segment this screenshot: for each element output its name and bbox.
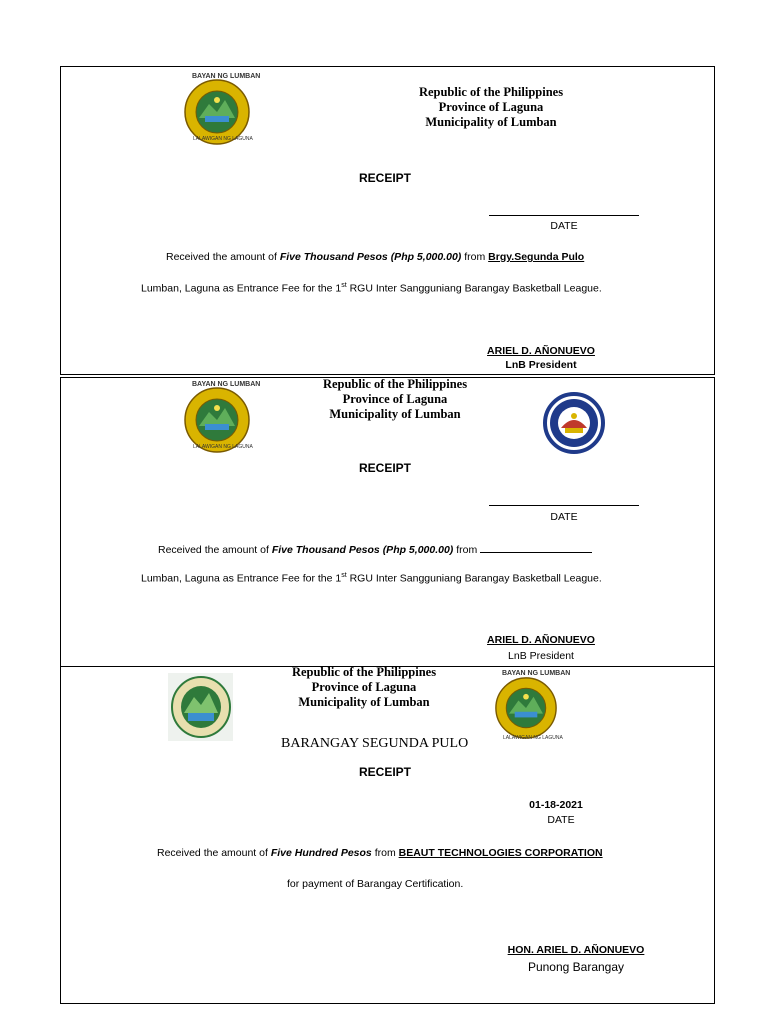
seal-text-bottom: LALAWIGAN NG LAGUNA (503, 735, 563, 741)
received-prefix: Received the amount of (158, 544, 269, 556)
letterhead-line-3: Municipality of Lumban (329, 407, 461, 421)
payer-name: Brgy.Segunda Pulo (488, 251, 585, 263)
date-line (489, 505, 639, 506)
letterhead-line-3: Municipality of Lumban (425, 115, 557, 129)
signatory-position: Punong Barangay (527, 960, 625, 974)
received-line (158, 542, 592, 556)
from-word: from (374, 847, 396, 859)
purpose-line: for payment of Barangay Certification. (287, 878, 464, 890)
date-value: 01-18-2021 (529, 799, 583, 811)
signatory-name: ARIEL D. AÑONUEVO (487, 634, 595, 646)
signatory-name: HON. ARIEL D. AÑONUEVO (507, 944, 645, 956)
receipt-1 (60, 66, 715, 375)
amount-text: Five Thousand Pesos (Php 5,000.00) (279, 251, 462, 263)
letterhead-line-1: Republic of the Philippines (322, 377, 468, 391)
payer-blank-line (480, 542, 592, 553)
letterhead (264, 665, 464, 710)
signatory-position: LnB President (505, 359, 577, 371)
ordinal-suffix: st (341, 572, 347, 579)
received-prefix: Received the amount of (157, 847, 268, 859)
purpose-before: Lumban, Laguna as Entrance Fee for the 1 (141, 282, 342, 295)
letterhead-line-2: Province of Laguna (342, 392, 448, 406)
letterhead-line-2: Province of Laguna (311, 680, 417, 694)
seal-text-top: BAYAN NG LUMBAN (192, 73, 261, 80)
received-prefix: Received the amount of (166, 251, 277, 263)
purpose-after: RGU Inter Sangguniang Barangay Basketball League. (346, 282, 602, 295)
purpose-after: RGU Inter Sangguniang Barangay Basketball League. (346, 572, 602, 585)
received-line (166, 251, 584, 263)
date-label: DATE (550, 511, 578, 523)
signatory-position: LnB President (508, 650, 574, 662)
purpose-before: Lumban, Laguna as Entrance Fee for the 1 (141, 572, 342, 585)
barangay-name: BARANGAY SEGUNDA PULO (281, 736, 469, 751)
amount-text: Five Hundred Pesos (270, 847, 372, 859)
date-line (489, 215, 639, 216)
barangay-seal-icon (170, 675, 232, 739)
letterhead (391, 85, 591, 130)
receipt-3 (60, 666, 715, 1004)
purpose-line (141, 282, 602, 295)
lumban-seal-icon (494, 675, 558, 741)
letterhead-line-1: Republic of the Philippines (291, 665, 437, 679)
signatory-name: ARIEL D. AÑONUEVO (487, 345, 595, 357)
from-word: from (464, 251, 486, 263)
seal-text-bottom: LALAWIGAN NG LAGUNA (193, 136, 253, 142)
payer-name: BEAUT TECHNOLOGIES CORPORATION (398, 847, 603, 859)
letterhead-line-3: Municipality of Lumban (298, 695, 430, 709)
seal-text-top: BAYAN NG LUMBAN (502, 670, 571, 677)
municipal-seal-icon (543, 392, 605, 454)
received-line (157, 847, 603, 859)
purpose-line (141, 572, 602, 585)
letterhead-line-2: Province of Laguna (438, 100, 544, 114)
letterhead-line-1: Republic of the Philippines (418, 85, 564, 99)
date-label: DATE (550, 220, 578, 232)
receipt-title: RECEIPT (359, 171, 412, 185)
seal-text-top: BAYAN NG LUMBAN (192, 381, 261, 388)
letterhead (295, 377, 495, 422)
receipt-2 (60, 377, 715, 667)
from-word: from (456, 544, 478, 556)
receipt-title: RECEIPT (359, 461, 412, 475)
ordinal-suffix: st (341, 282, 347, 289)
date-label: DATE (547, 814, 575, 826)
receipt-title: RECEIPT (359, 765, 412, 779)
seal-text-bottom: LALAWIGAN NG LAGUNA (193, 444, 253, 450)
amount-text: Five Thousand Pesos (Php 5,000.00) (271, 544, 454, 556)
